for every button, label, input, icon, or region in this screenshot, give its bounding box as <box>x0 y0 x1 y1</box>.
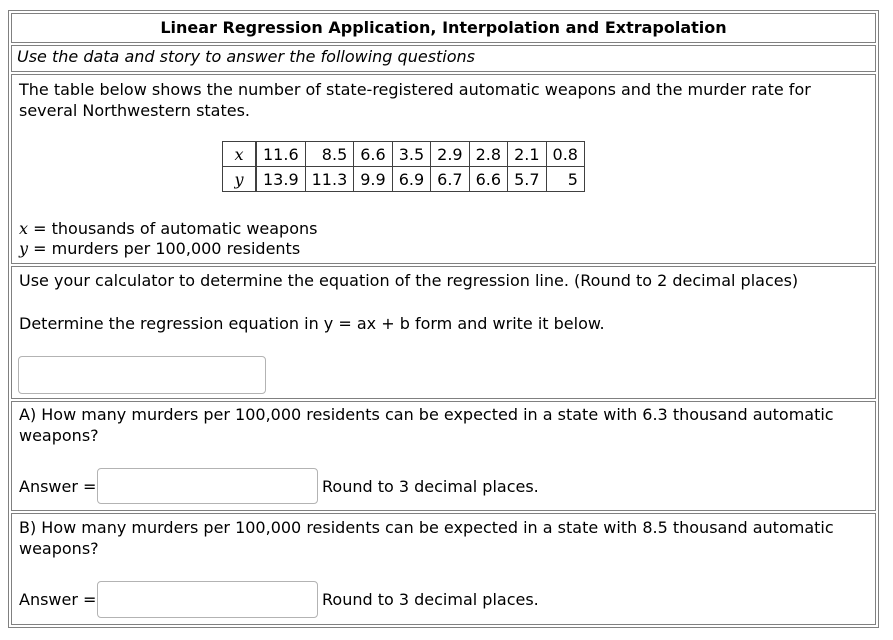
page-title: Linear Regression Application, Interpolation and Extrapolation <box>160 18 727 37</box>
answer-b-label: Answer = <box>19 590 97 609</box>
x-cell: 3.5 <box>392 142 430 167</box>
question-b-line-2: weapons? <box>19 539 99 558</box>
x-variable: x <box>19 219 29 238</box>
x-cell: 6.6 <box>354 142 392 167</box>
answer-a-input[interactable] <box>97 468 318 504</box>
question-b-section <box>11 513 876 625</box>
y-variable: y <box>19 239 29 258</box>
x-header: x <box>223 142 257 167</box>
question-b-line-1: B) How many murders per 100,000 residents can be expected in a state with 8.5 thousand automatic <box>19 518 834 537</box>
answer-a-hint: Round to 3 decimal places. <box>322 477 539 496</box>
worksheet-container <box>8 10 879 628</box>
y-cell: 5.7 <box>508 167 546 192</box>
data-table <box>222 141 585 192</box>
question-a-line-1: A) How many murders per 100,000 residents can be expected in a state with 6.3 thousand automatic <box>19 405 834 424</box>
y-cell: 6.7 <box>431 167 469 192</box>
y-cell: 6.6 <box>469 167 507 192</box>
table-row <box>223 167 585 192</box>
regression-prompt: Use your calculator to determine the equation of the regression line. (Round to 2 decimal places) <box>19 271 799 290</box>
x-cell: 2.1 <box>508 142 546 167</box>
x-cell: 11.6 <box>256 142 305 167</box>
y-cell: 5 <box>546 167 584 192</box>
answer-a-label: Answer = <box>19 477 97 496</box>
intro-line-1: The table below shows the number of state-registered automatic weapons and the murder rate for <box>19 80 811 99</box>
data-section <box>11 74 876 264</box>
regression-instruction: Determine the regression equation in y = ax + b form and write it below. <box>19 314 605 333</box>
x-cell: 2.9 <box>431 142 469 167</box>
answer-b-hint: Round to 3 decimal places. <box>322 590 539 609</box>
instructions-text: Use the data and story to answer the following questions <box>17 47 476 66</box>
question-a-line-2: weapons? <box>19 426 99 445</box>
y-definition-text: = murders per 100,000 residents <box>28 239 301 258</box>
x-cell: 0.8 <box>546 142 584 167</box>
y-cell: 9.9 <box>354 167 392 192</box>
y-header: y <box>223 167 257 192</box>
x-cell: 8.5 <box>305 142 354 167</box>
y-cell: 13.9 <box>256 167 305 192</box>
regression-equation-input[interactable] <box>18 356 266 394</box>
y-cell: 11.3 <box>305 167 354 192</box>
instructions-row <box>11 45 876 72</box>
regression-section <box>11 266 876 399</box>
y-cell: 6.9 <box>392 167 430 192</box>
title-row <box>11 13 876 43</box>
x-definition-text: = thousands of automatic weapons <box>28 219 318 238</box>
question-a-section <box>11 401 876 511</box>
answer-b-input[interactable] <box>97 581 318 618</box>
x-definition <box>19 218 317 239</box>
intro-line-2: several Northwestern states. <box>19 101 251 120</box>
y-definition <box>19 238 300 259</box>
x-cell: 2.8 <box>469 142 507 167</box>
table-row <box>223 142 585 167</box>
